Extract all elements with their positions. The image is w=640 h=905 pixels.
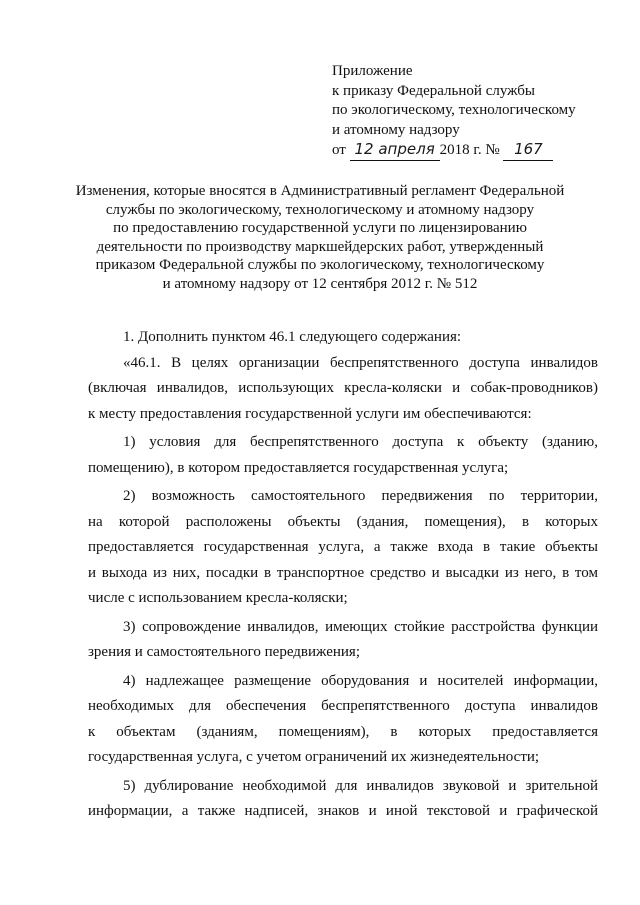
text-line: 2) возможность самостоятельного передвижения по территории,: [123, 488, 598, 504]
appendix-line: по экологическому, технологическому: [332, 102, 576, 118]
paragraph-item-1: [88, 325, 598, 351]
subitem-4: [88, 669, 598, 771]
subitem-3: [88, 615, 598, 666]
title-line: службы по экологическому, технологическому и атомному надзору: [105, 201, 535, 218]
text-line: 3) сопровождение инвалидов, имеющих стойкие расстройства функции: [123, 618, 598, 635]
appendix-line: Приложение: [332, 63, 413, 79]
title-line: по предоставлению государственной услуги по лицензированию: [113, 220, 527, 236]
document-body: [88, 325, 598, 825]
text-line: помещению), в котором предоставляется государственная услуга;: [88, 459, 509, 476]
appendix-line: к приказу Федеральной службы: [332, 82, 536, 99]
appendix-date-line: [332, 140, 576, 161]
appendix-line: и атомному надзору: [332, 121, 460, 138]
document-title: [60, 182, 580, 293]
text-line: предоставляется государственная услуга, а также входа в такие объекты: [88, 539, 598, 555]
subitem-1: [88, 430, 598, 481]
text-line: к месту предоставления государственной услуги им обеспечиваются:: [88, 405, 532, 422]
title-line: приказом Федеральной службы по экологическому, технологическому: [95, 257, 545, 273]
year-text: 2018 г. №: [439, 142, 500, 158]
title-line: деятельности по производству маркшейдерских работ, утвержденный: [96, 238, 544, 255]
text-line: 1) условия для беспрепятственного доступа к объекту (зданию,: [123, 434, 598, 450]
text-line: на которой расположены объекты (здания, помещения), в которых: [88, 513, 598, 530]
text-line: 5) дублирование необходимой для инвалидов звуковой и зрительной: [123, 777, 598, 794]
text-line: необходимых для обеспечения беспрепятственного доступа инвалидов: [88, 698, 598, 714]
appendix-block: [332, 62, 576, 161]
date-prefix: от: [332, 142, 346, 158]
title-line: Изменения, которые вносятся в Административный регламент Федеральной: [75, 183, 565, 199]
text-line: 1. Дополнить пунктом 46.1 следующего содержания:: [123, 329, 462, 345]
handwritten-date: 12 апреля: [350, 140, 440, 161]
text-line: «46.1. В целях организации беспрепятственного доступа инвалидов: [123, 354, 598, 371]
text-line: государственная услуга, с учетом ограничений их жизнедеятельности;: [88, 749, 540, 765]
handwritten-number: 167: [503, 140, 553, 161]
subitem-5: [88, 774, 598, 825]
text-line: к объектам (зданиям, помещениям), в которых предоставляется: [88, 723, 598, 740]
text-line: (включая инвалидов, использующих кресла-коляски и собак-проводников): [88, 380, 598, 396]
text-line: числе с использованием кресла-коляски;: [88, 590, 348, 606]
paragraph-46-1: [88, 351, 598, 428]
title-line: и атомному надзору от 12 сентября 2012 г. № 512: [162, 275, 478, 292]
subitem-2: [88, 484, 598, 612]
text-line: зрения и самостоятельного передвижения;: [88, 644, 360, 660]
text-line: информации, а также надписей, знаков и иной текстовой и графической: [88, 803, 598, 819]
text-line: и выхода из них, посадки в транспортное средство и высадки из него, в том: [88, 564, 598, 581]
text-line: 4) надлежащее размещение оборудования и носителей информации,: [123, 672, 598, 689]
